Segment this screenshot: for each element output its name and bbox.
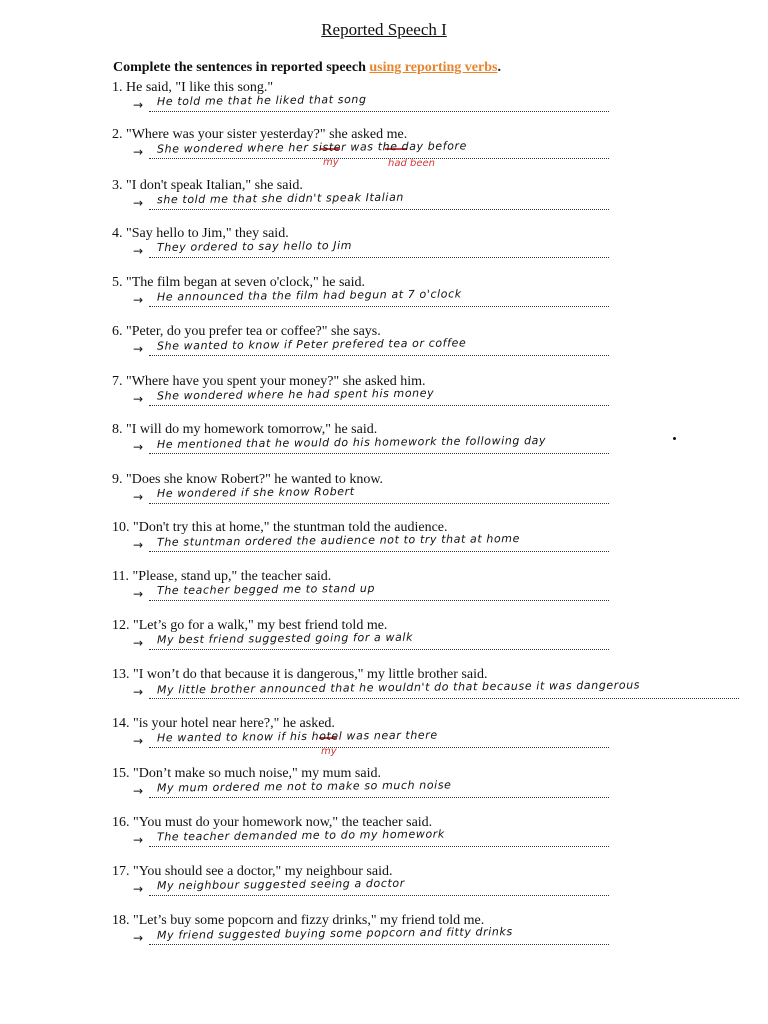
answer-line [133,287,752,308]
arrow-icon: → [133,244,144,258]
exercise-item [112,568,752,602]
item-prompt: 3. "I don't speak Italian," she said. [112,178,303,193]
item-prompt: 15. "Don’t make so much noise," my mum said. [112,766,381,781]
handwritten-answer: The stuntman ordered the audience not to try that at home [156,532,521,549]
handwritten-answer: She wanted to know if Peter prefered tea or coffee [156,336,467,353]
handwritten-answer: My neighbour suggested seeing a doctor [156,876,405,893]
correction-text: my [321,746,337,757]
exercise-item [112,863,752,897]
handwritten-answer: He told me that he liked that song [156,92,367,109]
item-prompt: 13. "I won’t do that because it is dangerous," my little brother said. [112,667,488,682]
answer-line [133,484,752,505]
item-prompt: 6. "Peter, do you prefer tea or coffee?" she says. [112,324,381,339]
exercise-item [112,323,752,357]
instructions [113,60,501,76]
correction-text: my [323,157,339,168]
answer-line [133,630,752,651]
instructions-link: using reporting verbs [369,60,498,75]
exercise-item [112,274,752,308]
correction-text: had been [388,158,435,169]
answer-line [133,728,752,757]
answer-line [133,581,752,602]
handwritten-answer: He wondered if she know Robert [156,484,355,501]
handwritten-answer: They ordered to say hello to Jim [156,238,353,255]
arrow-icon: → [133,196,144,210]
handwritten-answer: My friend suggested buying some popcorn and fitty drinks [156,925,513,942]
exercise-item [112,617,752,651]
handwritten-answer: She wondered where he had spent his money [156,386,435,403]
item-prompt: 1. He said, "I like this song." [112,80,274,95]
exercise-item [112,814,752,848]
handwritten-answer: The teacher demanded me to do my homework [156,827,445,844]
exercise-item [112,421,752,455]
arrow-icon: → [133,490,144,504]
exercise-item [112,373,752,407]
item-prompt: 11. "Please, stand up," the teacher said. [112,569,332,584]
answer-line [133,778,752,799]
exercise-item [112,177,752,211]
answer-line [133,386,752,407]
arrow-icon: → [133,833,144,847]
arrow-icon: → [133,440,144,454]
exercise-item [112,666,752,700]
item-prompt: 18. "Let’s buy some popcorn and fizzy drinks," my friend told me. [112,913,485,928]
arrow-icon: → [133,784,144,798]
handwritten-answer: she told me that she didn't speak Italian [156,190,405,207]
item-prompt: 5. "The film began at seven o'clock," he said. [112,275,366,290]
answer-line [133,925,752,946]
exercise-item [112,519,752,553]
item-prompt: 7. "Where have you spent your money?" she asked him. [112,374,426,389]
exercise-item [112,765,752,799]
arrow-icon: → [133,931,144,945]
exercise-item [112,471,752,505]
handwritten-answer: My little brother announced that he wouldn't do that because it was dangerous [156,678,641,697]
item-prompt: 17. "You should see a doctor," my neighbour said. [112,864,393,879]
arrow-icon: → [133,685,144,699]
arrow-icon: → [133,145,144,159]
handwritten-answer: He wanted to know if his hotel was near there [156,728,438,745]
arrow-icon: → [133,392,144,406]
arrow-icon: → [133,587,144,601]
instructions-end: . [497,60,501,75]
item-prompt: 16. "You must do your homework now," the teacher said. [112,815,433,830]
answer-line [133,336,752,357]
answer-line [133,433,752,455]
arrow-icon: → [133,636,144,650]
exercise-item [112,912,752,946]
handwritten-answer: He mentioned that he would do his homework the following day [156,433,547,452]
answer-line [133,190,752,211]
item-prompt: 9. "Does she know Robert?" he wanted to know. [112,472,384,487]
arrow-icon: → [133,538,144,552]
exercise-item [112,715,752,757]
exercise-item [112,79,752,113]
page-title: Reported Speech I [321,20,447,39]
answer-line [133,238,752,259]
arrow-icon: → [133,293,144,307]
item-prompt: 10. "Don't try this at home," the stuntman told the audience. [112,520,448,535]
handwritten-answer: My best friend suggested going for a walk [156,630,414,647]
arrow-icon: → [133,342,144,356]
arrow-icon: → [133,882,144,896]
handwritten-answer: My mum ordered me not to make so much noise [156,778,452,795]
answer-line [133,827,752,848]
answer-line [133,532,752,553]
answer-line [133,876,752,897]
answer-line [133,92,752,113]
exercise-item [112,126,752,169]
handwritten-answer: He announced tha the film had begun at 7 o'clock [156,287,462,304]
answer-line [133,678,752,700]
item-prompt: 2. "Where was your sister yesterday?" she asked me. [112,127,408,142]
item-prompt: 12. "Let’s go for a walk," my best friend told me. [112,618,388,633]
arrow-icon: → [133,98,144,112]
item-prompt: 4. "Say hello to Jim," they said. [112,226,289,241]
arrow-icon: → [133,734,144,748]
exercise-item [112,225,752,259]
handwritten-answer: She wondered where her sister was the day before [156,139,468,156]
answer-line [133,139,752,169]
instructions-text: Complete the sentences in reported speech [113,60,366,75]
stray-mark [673,437,676,440]
handwritten-answer: The teacher begged me to stand up [156,581,376,598]
item-prompt: 14. "is your hotel near here?," he asked. [112,716,335,731]
item-prompt: 8. "I will do my homework tomorrow," he said. [112,422,378,437]
